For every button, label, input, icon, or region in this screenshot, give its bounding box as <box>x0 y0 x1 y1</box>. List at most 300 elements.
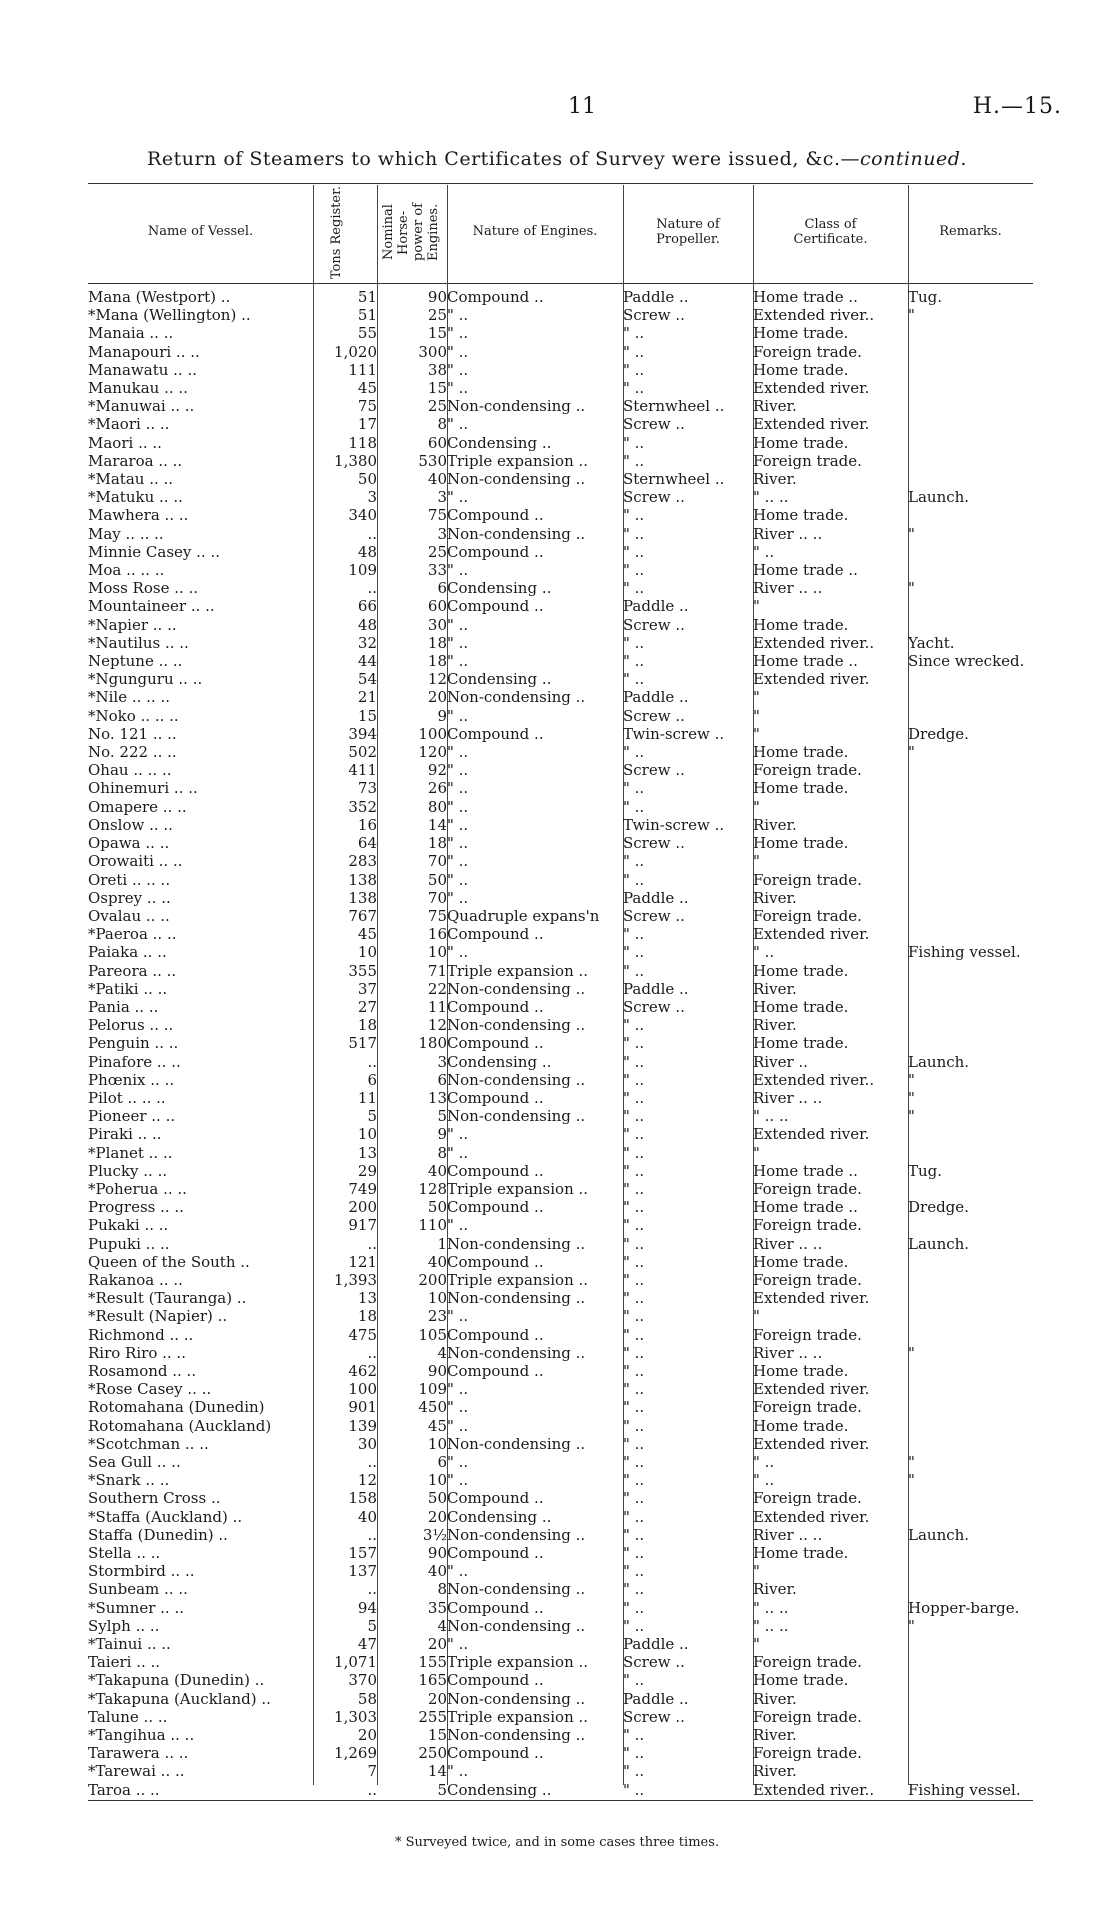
table-row <box>88 616 1033 634</box>
tons-register-cell: 45 <box>357 379 377 398</box>
table-row <box>88 397 1033 415</box>
propeller-type-cell: " .. <box>623 324 645 343</box>
tons-register-cell: 37 <box>357 979 377 998</box>
remarks-cell: " <box>908 1088 915 1107</box>
horse-power-cell: 70 <box>427 888 447 907</box>
remarks-cell <box>908 707 1033 725</box>
tons-register-cell: 1,071 <box>334 1653 377 1672</box>
certificate-class-cell: Extended river.. <box>753 1070 875 1089</box>
table-row <box>88 1144 1033 1162</box>
table-row <box>88 889 1033 907</box>
certificate-class-cell: River .. .. <box>753 1343 823 1362</box>
vessel-name-cell: *Maori .. .. <box>88 415 170 434</box>
engine-type-cell: " .. <box>447 1416 469 1435</box>
header-horsepower-text: Nominal Horse-power of Engines. <box>381 203 441 262</box>
propeller-type-cell: " .. <box>623 1052 645 1071</box>
page-number: 11 <box>568 94 596 119</box>
certificate-class-cell: Extended river. <box>753 1289 870 1308</box>
propeller-type-cell: " .. <box>623 506 645 525</box>
remarks-cell <box>908 1562 1033 1580</box>
tons-register-cell: .. <box>367 1780 377 1799</box>
horse-power-cell: 180 <box>418 1034 447 1053</box>
horse-power-cell: 3 <box>437 488 447 507</box>
table-row <box>88 1781 1033 1799</box>
horse-power-cell: 40 <box>427 1161 447 1180</box>
propeller-type-cell: " .. <box>623 1489 645 1508</box>
tons-register-cell: 767 <box>348 906 377 925</box>
horse-power-cell: 22 <box>427 979 447 998</box>
tons-register-cell: 138 <box>348 888 377 907</box>
tons-register-cell: 48 <box>357 542 377 561</box>
horse-power-cell: 15 <box>427 324 447 343</box>
certificate-class-cell: Home trade. <box>753 779 849 798</box>
vessel-name-cell: Mawhera .. .. <box>88 506 189 525</box>
remarks-cell <box>908 1653 1033 1671</box>
certificate-class-cell: Extended river.. <box>753 633 875 652</box>
table-row <box>88 943 1033 961</box>
remarks-cell <box>908 1307 1033 1325</box>
remarks-cell <box>908 1635 1033 1653</box>
vessel-name-cell: Mana (Westport) .. <box>88 288 231 306</box>
tons-register-cell: 64 <box>357 834 377 853</box>
tons-register-cell: 394 <box>348 724 377 743</box>
vessel-name-cell: *Sumner .. .. <box>88 1598 184 1617</box>
propeller-type-cell: Paddle .. <box>623 688 689 707</box>
horse-power-cell: 10 <box>427 1289 447 1308</box>
vessel-name-cell: *Paeroa .. .. <box>88 925 177 944</box>
horse-power-cell: 33 <box>427 561 447 580</box>
table-row <box>88 1162 1033 1180</box>
vessel-name-cell: Pania .. .. <box>88 997 159 1016</box>
remarks-cell: Fishing vessel. <box>908 943 1021 962</box>
table-row <box>88 1289 1033 1307</box>
header-rule <box>88 283 1033 284</box>
engine-type-cell: Non-condensing .. <box>447 1580 586 1599</box>
table-row <box>88 1107 1033 1125</box>
propeller-type-cell: " .. <box>623 579 645 598</box>
propeller-type-cell: Screw .. <box>623 906 685 925</box>
engine-type-cell: " .. <box>447 797 469 816</box>
horse-power-cell: 45 <box>427 1416 447 1435</box>
certificate-class-cell: Foreign trade. <box>753 451 862 470</box>
horse-power-cell: 50 <box>427 1489 447 1508</box>
tons-register-cell: 75 <box>357 397 377 416</box>
remarks-cell: Launch. <box>908 1525 970 1544</box>
table-row <box>88 506 1033 524</box>
vessel-name-cell: Minnie Casey .. .. <box>88 542 220 561</box>
vessel-name-cell: Stella .. .. <box>88 1544 161 1563</box>
propeller-type-cell: " .. <box>623 1507 645 1526</box>
certificate-class-cell: River. <box>753 888 797 907</box>
tons-register-cell: 1,393 <box>334 1270 377 1289</box>
propeller-type-cell: Twin-screw .. <box>623 724 725 743</box>
table-row <box>88 1635 1033 1653</box>
remarks-cell <box>908 1253 1033 1271</box>
table-row <box>88 962 1033 980</box>
certificate-class-cell: Extended river. <box>753 1125 870 1144</box>
propeller-type-cell: " .. <box>623 743 645 762</box>
remarks-cell: Fishing vessel. <box>908 1780 1021 1799</box>
remarks-cell <box>908 980 1033 998</box>
tons-register-cell: 1,269 <box>334 1744 377 1763</box>
propeller-type-cell: Paddle .. <box>623 979 689 998</box>
tons-register-cell: 55 <box>357 324 377 343</box>
table-row <box>88 688 1033 706</box>
vessel-name-cell: *Tarewai .. .. <box>88 1762 185 1781</box>
table-row <box>88 1307 1033 1325</box>
remarks-cell: Dredge. <box>908 1198 969 1217</box>
certificate-class-cell: Home trade .. <box>753 561 858 580</box>
table-row <box>88 1216 1033 1234</box>
propeller-type-cell: " .. <box>623 1016 645 1035</box>
vessel-name-cell: May .. .. .. <box>88 524 164 543</box>
tons-register-cell: 118 <box>348 433 377 452</box>
remarks-cell <box>908 1144 1033 1162</box>
table-row <box>88 725 1033 743</box>
tons-register-cell: 475 <box>348 1325 377 1344</box>
vessel-name-cell: Phœnix .. .. <box>88 1070 175 1089</box>
vessel-name-cell: Progress .. .. <box>88 1198 184 1217</box>
propeller-type-cell: " .. <box>623 1671 645 1690</box>
certificate-class-cell: River. <box>753 979 797 998</box>
engine-type-cell: " .. <box>447 1762 469 1781</box>
engine-type-cell: Compound .. <box>447 724 544 743</box>
horse-power-cell: 90 <box>427 1544 447 1563</box>
tons-register-cell: 48 <box>357 615 377 634</box>
engine-type-cell: " .. <box>447 1471 469 1490</box>
propeller-type-cell: " .. <box>623 1525 645 1544</box>
vessel-name-cell: Pilot .. .. .. <box>88 1088 166 1107</box>
propeller-type-cell: Sternwheel .. <box>623 470 725 489</box>
table-row <box>88 871 1033 889</box>
engine-type-cell: Triple expansion .. <box>447 451 589 470</box>
engine-type-cell: Compound .. <box>447 1744 544 1763</box>
table-row <box>88 1398 1033 1416</box>
propeller-type-cell: " .. <box>623 542 645 561</box>
propeller-type-cell: Twin-screw .. <box>623 815 725 834</box>
propeller-type-cell: Screw .. <box>623 834 685 853</box>
table-row <box>88 1526 1033 1544</box>
vessel-name-cell: *Nile .. .. .. <box>88 688 171 707</box>
tons-register-cell: 138 <box>348 870 377 889</box>
vessel-name-cell: Mountaineer .. .. <box>88 597 215 616</box>
certificate-class-cell: Home trade .. <box>753 652 858 671</box>
engine-type-cell: " .. <box>447 342 469 361</box>
engine-type-cell: Non-condensing .. <box>447 1016 586 1035</box>
table-row <box>88 1198 1033 1216</box>
remarks-cell <box>908 816 1033 834</box>
propeller-type-cell: " .. <box>623 1744 645 1763</box>
remarks-cell <box>908 1016 1033 1034</box>
engine-type-cell: Triple expansion .. <box>447 961 589 980</box>
horse-power-cell: 50 <box>427 870 447 889</box>
vessel-name-cell: Omapere .. .. <box>88 797 187 816</box>
table-row <box>88 1435 1033 1453</box>
vessel-name-cell: *Mana (Wellington) .. <box>88 306 251 325</box>
vessel-name-cell: Talune .. .. <box>88 1707 168 1726</box>
certificate-class-cell: " .. <box>753 1453 775 1471</box>
engine-type-cell: Compound .. <box>447 597 544 616</box>
certificate-class-cell: River .. .. <box>753 1525 823 1544</box>
certificate-class-cell: Foreign trade. <box>753 761 862 780</box>
vessel-name-cell: Ohinemuri .. .. <box>88 779 198 798</box>
vessel-name-cell: Maori .. .. <box>88 433 162 452</box>
vessel-name-cell: Onslow .. .. <box>88 815 173 834</box>
engine-type-cell: " .. <box>447 1143 469 1162</box>
engine-type-cell: Non-condensing .. <box>447 1289 586 1308</box>
remarks-cell <box>908 1417 1033 1435</box>
engine-type-cell: Compound .. <box>447 925 544 944</box>
vessel-name-cell: Rosamond .. .. <box>88 1361 197 1380</box>
horse-power-cell: 25 <box>427 542 447 561</box>
propeller-type-cell: Paddle .. <box>623 288 689 306</box>
remarks-cell <box>908 397 1033 415</box>
engine-type-cell: Compound .. <box>447 1161 544 1180</box>
propeller-type-cell: " .. <box>623 1161 645 1180</box>
table-row <box>88 1326 1033 1344</box>
remarks-cell <box>908 871 1033 889</box>
table-row <box>88 925 1033 943</box>
remarks-cell <box>908 1271 1033 1289</box>
tons-register-cell: 100 <box>348 1380 377 1399</box>
table-row <box>88 324 1033 342</box>
horse-power-cell: 90 <box>427 288 447 306</box>
horse-power-cell: 10 <box>427 943 447 962</box>
propeller-type-cell: " .. <box>623 1070 645 1089</box>
table-row <box>88 761 1033 779</box>
engine-type-cell: Compound .. <box>447 1034 544 1053</box>
propeller-type-cell: " .. <box>623 925 645 944</box>
tons-register-cell: 27 <box>357 997 377 1016</box>
propeller-type-cell: " .. <box>623 1616 645 1635</box>
remarks-cell <box>908 543 1033 561</box>
certificate-class-cell: Foreign trade. <box>753 1489 862 1508</box>
engine-type-cell: Condensing .. <box>447 1780 552 1799</box>
vessel-name-cell: *Poherua .. .. <box>88 1179 187 1198</box>
engine-type-cell: " .. <box>447 815 469 834</box>
horse-power-cell: 20 <box>427 688 447 707</box>
engine-type-cell: Compound .. <box>447 1361 544 1380</box>
engine-type-cell: Compound .. <box>447 997 544 1016</box>
engine-type-cell: Compound .. <box>447 1544 544 1563</box>
vessel-name-cell: Ovalau .. .. <box>88 906 170 925</box>
table-row <box>88 1253 1033 1271</box>
vessel-name-cell: Piraki .. .. <box>88 1125 162 1144</box>
certificate-class-cell: Extended river. <box>753 925 870 944</box>
footnote: * Surveyed twice, and in some cases three times. <box>394 1835 720 1850</box>
table-row <box>88 1690 1033 1708</box>
engine-type-cell: Triple expansion .. <box>447 1653 589 1672</box>
tons-register-cell: 411 <box>348 761 377 780</box>
certificate-class-cell: River .. <box>753 1052 808 1071</box>
vessel-name-cell: *Matuku .. .. <box>88 488 183 507</box>
certificate-class-cell: Home trade. <box>753 506 849 525</box>
propeller-type-cell: " .. <box>623 1088 645 1107</box>
tons-register-cell: 18 <box>357 1307 377 1326</box>
tons-register-cell: 45 <box>357 925 377 944</box>
propeller-type-cell: " .. <box>623 1361 645 1380</box>
remarks-cell: Hopper-barge. <box>908 1598 1020 1617</box>
engine-type-cell: " .. <box>447 779 469 798</box>
certificate-class-cell: " .. .. <box>753 1107 789 1126</box>
tons-register-cell: .. <box>367 1580 377 1599</box>
table-row <box>88 306 1033 324</box>
tons-register-cell: 13 <box>357 1143 377 1162</box>
horse-power-cell: 20 <box>427 1507 447 1526</box>
header-horsepower <box>377 185 447 280</box>
remarks-cell <box>908 415 1033 433</box>
table-row <box>88 597 1033 615</box>
vessel-name-cell: Riro Riro .. .. <box>88 1343 186 1362</box>
remarks-cell: Yacht. <box>908 633 955 652</box>
table-row <box>88 1471 1033 1489</box>
tons-register-cell: 50 <box>357 470 377 489</box>
certificate-class-cell: River. <box>753 1689 797 1708</box>
header-name: Name of Vessel. <box>147 224 254 240</box>
remarks-cell: " <box>908 1070 915 1089</box>
table-row <box>88 470 1033 488</box>
tons-register-cell: 44 <box>357 652 377 671</box>
remarks-cell <box>908 1125 1033 1143</box>
certificate-class-cell: Home trade. <box>753 1252 849 1271</box>
propeller-type-cell: Screw .. <box>623 761 685 780</box>
remarks-cell <box>908 1744 1033 1762</box>
horse-power-cell: 165 <box>418 1671 447 1690</box>
vessel-name-cell: *Matau .. .. <box>88 470 174 489</box>
tons-register-cell: 1,020 <box>334 342 377 361</box>
propeller-type-cell: Paddle .. <box>623 1689 689 1708</box>
vessel-name-cell: Manaia .. .. <box>88 324 174 343</box>
tons-register-cell: 283 <box>348 852 377 871</box>
tons-register-cell: 111 <box>348 360 377 379</box>
propeller-type-cell: Screw .. <box>623 997 685 1016</box>
propeller-type-cell: " .. <box>623 524 645 543</box>
remarks-cell <box>908 434 1033 452</box>
propeller-type-cell: " .. <box>623 943 645 962</box>
table-row <box>88 288 1033 306</box>
propeller-type-cell: " .. <box>623 433 645 452</box>
certificate-class-cell: Foreign trade. <box>753 1653 862 1672</box>
table-row <box>88 1508 1033 1526</box>
vessel-name-cell: *Planet .. .. <box>88 1143 173 1162</box>
title-text: Return of Steamers to which Certificates of Survey were issued, &c.— <box>147 148 860 170</box>
table-row <box>88 1580 1033 1598</box>
horse-power-cell: 35 <box>427 1598 447 1617</box>
certificate-class-cell: River. <box>753 470 797 489</box>
horse-power-cell: 60 <box>427 433 447 452</box>
vessel-name-cell: *Tainui .. .. <box>88 1635 171 1654</box>
tons-register-cell: 352 <box>348 797 377 816</box>
propeller-type-cell: " .. <box>623 1125 645 1144</box>
table-row <box>88 1562 1033 1580</box>
horse-power-cell: 40 <box>427 470 447 489</box>
table-row <box>88 579 1033 597</box>
certificate-class-cell: Foreign trade. <box>753 1398 862 1417</box>
table-row <box>88 1708 1033 1726</box>
header-engines: Nature of Engines. <box>472 224 598 240</box>
propeller-type-cell: " .. <box>623 1380 645 1399</box>
certificate-class-cell: Home trade. <box>753 1671 849 1690</box>
remarks-cell <box>908 1398 1033 1416</box>
vessel-name-cell: Manawatu .. .. <box>88 360 197 379</box>
engine-type-cell: Condensing .. <box>447 670 552 689</box>
engine-type-cell: Triple expansion .. <box>447 1707 589 1726</box>
remarks-cell <box>908 561 1033 579</box>
tons-register-cell: 901 <box>348 1398 377 1417</box>
propeller-type-cell: Screw .. <box>623 415 685 434</box>
tons-register-cell: 340 <box>348 506 377 525</box>
tons-register-cell: 13 <box>357 1289 377 1308</box>
engine-type-cell: " .. <box>447 306 469 325</box>
engine-type-cell: Non-condensing .. <box>447 470 586 489</box>
horse-power-cell: 15 <box>427 1726 447 1745</box>
remarks-cell <box>908 1489 1033 1507</box>
engine-type-cell: " .. <box>447 1307 469 1326</box>
remarks-cell <box>908 852 1033 870</box>
tons-register-cell: 502 <box>348 743 377 762</box>
remarks-cell: " <box>908 306 915 325</box>
certificate-class-cell: Foreign trade. <box>753 870 862 889</box>
certificate-class-cell: " <box>753 1562 760 1581</box>
tons-register-cell: 517 <box>348 1034 377 1053</box>
table-row <box>88 652 1033 670</box>
remarks-cell <box>908 798 1033 816</box>
tons-register-cell: 32 <box>357 633 377 652</box>
remarks-cell <box>908 343 1033 361</box>
horse-power-cell: 10 <box>427 1471 447 1490</box>
remarks-cell <box>908 1762 1033 1780</box>
horse-power-cell: 250 <box>418 1744 447 1763</box>
vessel-name-cell: Staffa (Dunedin) .. <box>88 1525 228 1544</box>
vessel-name-cell: *Manuwai .. .. <box>88 397 195 416</box>
certificate-class-cell: Home trade .. <box>753 1161 858 1180</box>
vessel-name-cell: Sylph .. .. <box>88 1616 160 1635</box>
header-class <box>753 185 908 280</box>
tons-register-cell: 355 <box>348 961 377 980</box>
tons-register-cell: 157 <box>348 1544 377 1563</box>
horse-power-cell: 25 <box>427 397 447 416</box>
horse-power-cell: 100 <box>418 724 447 743</box>
engine-type-cell: " .. <box>447 488 469 507</box>
vessel-name-cell: Plucky .. .. <box>88 1161 168 1180</box>
propeller-type-cell: " .. <box>623 1234 645 1253</box>
certificate-class-cell: Extended river. <box>753 379 870 398</box>
vessel-name-cell: Moss Rose .. .. <box>88 579 199 598</box>
vessel-name-cell: Orowaiti .. .. <box>88 852 183 871</box>
tons-register-cell: 15 <box>357 706 377 725</box>
table-row <box>88 998 1033 1016</box>
engine-type-cell: Compound .. <box>447 1489 544 1508</box>
tons-register-cell: .. <box>367 579 377 598</box>
table-row <box>88 1034 1033 1052</box>
vessel-name-cell: Ohau .. .. .. <box>88 761 172 780</box>
table-row <box>88 488 1033 506</box>
propeller-type-cell: " .. <box>623 797 645 816</box>
remarks-cell <box>908 1326 1033 1344</box>
table-row <box>88 1071 1033 1089</box>
remarks-cell <box>908 1034 1033 1052</box>
table-row <box>88 1089 1033 1107</box>
certificate-class-cell: River. <box>753 1580 797 1599</box>
remarks-cell: Dredge. <box>908 724 969 743</box>
horse-power-cell: 12 <box>427 670 447 689</box>
propeller-type-cell: Screw .. <box>623 706 685 725</box>
horse-power-cell: 71 <box>427 961 447 980</box>
table-row <box>88 634 1033 652</box>
vessel-name-cell: Osprey .. .. <box>88 888 171 907</box>
tons-register-cell: 6 <box>367 1070 377 1089</box>
remarks-cell: " <box>908 524 915 543</box>
